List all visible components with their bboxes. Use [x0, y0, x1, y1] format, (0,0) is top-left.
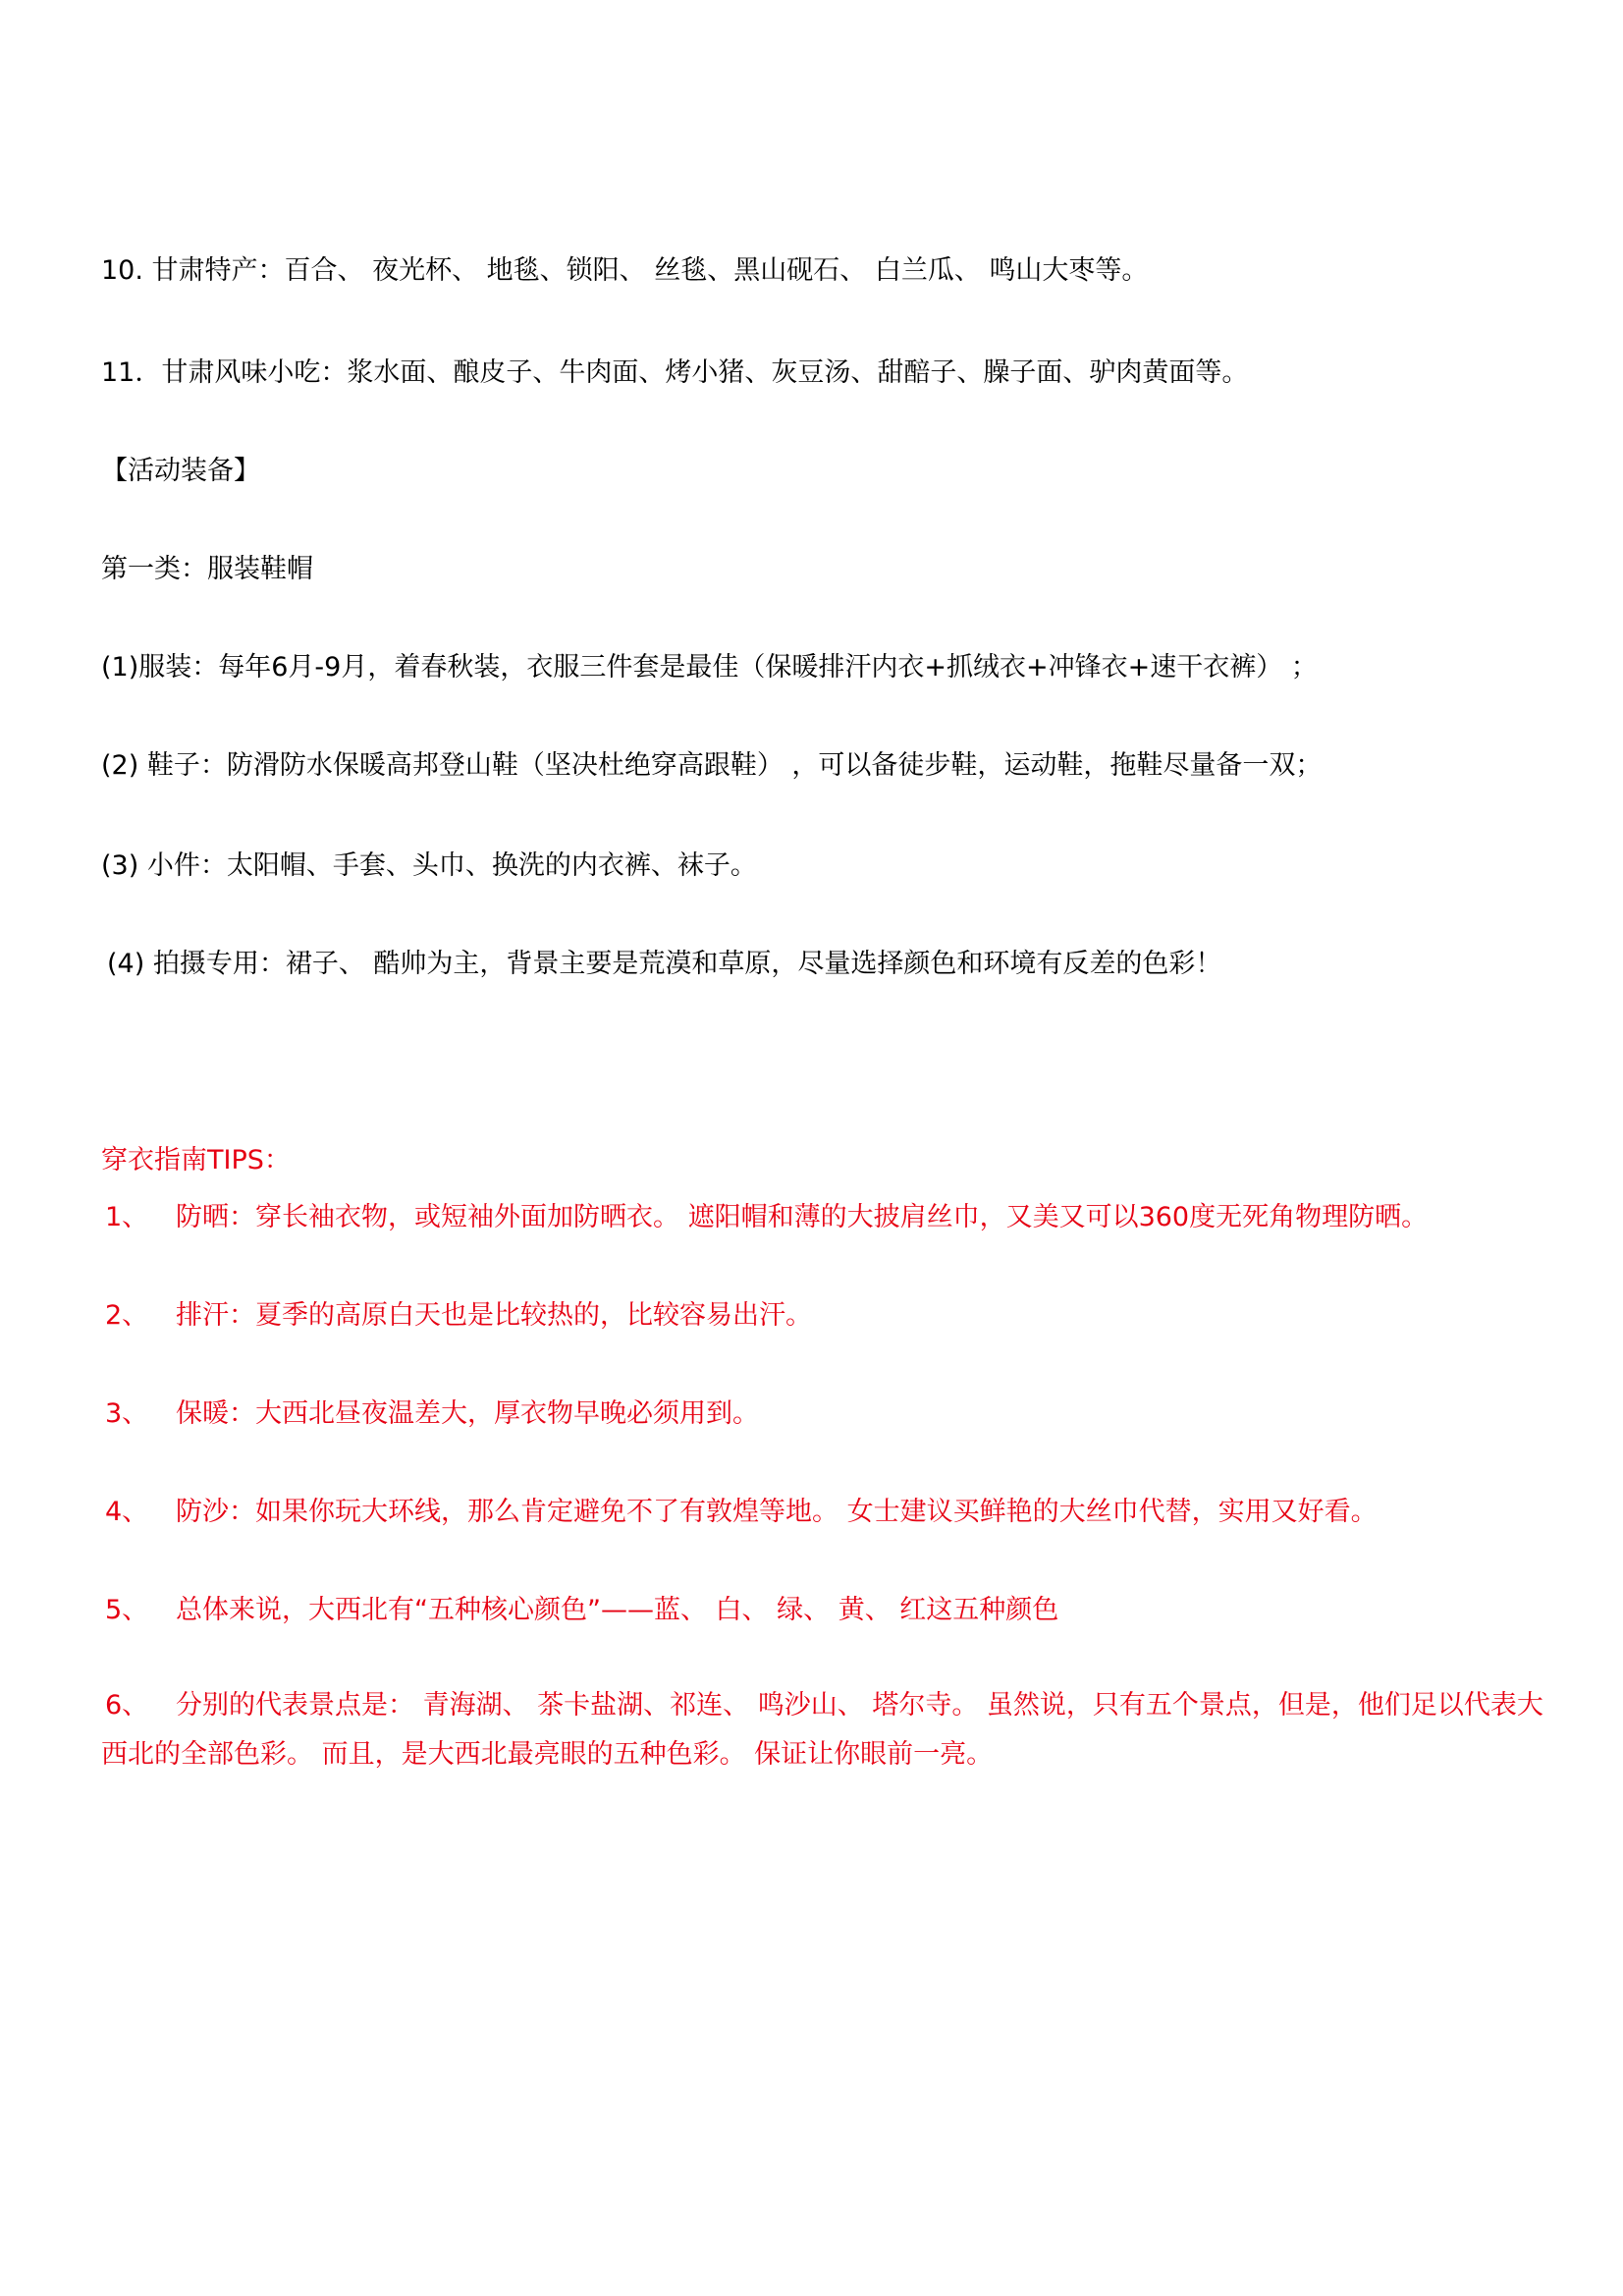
tip-number: 5、	[105, 1595, 149, 1625]
tip-text: 总体来说，大西北有“五种核心颜色”——蓝、 白、 绿、 黄、 红这五种颜色	[176, 1595, 1059, 1625]
tip-text: 分别的代表景点是： 青海湖、 茶卡盐湖、祁连、 鸣沙山、 塔尔寺。 虽然说，只有五个景点，但是，他们足以代表大西北的全部色彩。 而且，是大西北最亮眼的五种色彩。 保证让你眼前一亮。	[101, 1690, 1543, 1770]
tip-number: 1、	[105, 1202, 149, 1232]
equipment-heading: 【活动装备】	[101, 456, 260, 486]
tip-number: 6、	[105, 1690, 149, 1721]
category-one: 第一类：服装鞋帽	[101, 554, 313, 584]
item-photography: (4) 拍摄专用：裙子、 酷帅为主，背景主要是荒漠和草原，尽量选择颜色和环境有反差的色彩！	[107, 949, 1222, 979]
tip-item	[101, 1198, 1428, 1237]
tip-item	[101, 1394, 759, 1434]
tip-text: 防晒：穿长袖衣物，或短袖外面加防晒衣。 遮阳帽和薄的大披肩丝巾，又美又可以360度无死角物理防晒。	[176, 1202, 1429, 1232]
tip-number: 4、	[105, 1497, 149, 1527]
tip-text: 防沙：如果你玩大环线，那么肯定避免不了有敦煌等地。 女士建议买鲜艳的大丝巾代替，实用又好看。	[176, 1497, 1378, 1527]
tips-heading: 穿衣指南TIPS：	[101, 1145, 291, 1175]
item-accessories: (3) 小件：太阳帽、手套、头巾、换洗的内衣裤、袜子。	[101, 850, 757, 881]
snacks-line: 11．甘肃风味小吃：浆水面、酿皮子、牛肉面、烤小猪、灰豆汤、甜醅子、臊子面、驴肉黄面等。	[101, 357, 1249, 388]
tip-item	[101, 1493, 1378, 1532]
item-shoes: (2) 鞋子：防滑防水保暖高邦登山鞋（坚决杜绝穿高跟鞋） ，可以备徒步鞋，运动鞋，拖鞋尽量备一双；	[101, 750, 1323, 781]
tip-text: 排汗：夏季的高原白天也是比较热的，比较容易出汗。	[176, 1300, 812, 1331]
tip-item	[101, 1681, 1544, 1779]
tip-item	[101, 1296, 812, 1336]
item-clothing: (1)服装：每年6月-9月，着春秋装，衣服三件套是最佳（保暖排汗内衣+抓绒衣+冲锋衣+速干衣裤） ；	[101, 652, 1318, 683]
tip-text: 保暖：大西北昼夜温差大，厚衣物早晚必须用到。	[176, 1398, 759, 1429]
tip-item	[101, 1591, 1058, 1630]
tip-number: 3、	[105, 1398, 149, 1429]
tip-number: 2、	[105, 1300, 149, 1331]
specialties-line: 10. 甘肃特产：百合、 夜光杯、 地毯、锁阳、 丝毯、黑山砚石、 白兰瓜、 鸣山大枣等。	[101, 255, 1149, 286]
